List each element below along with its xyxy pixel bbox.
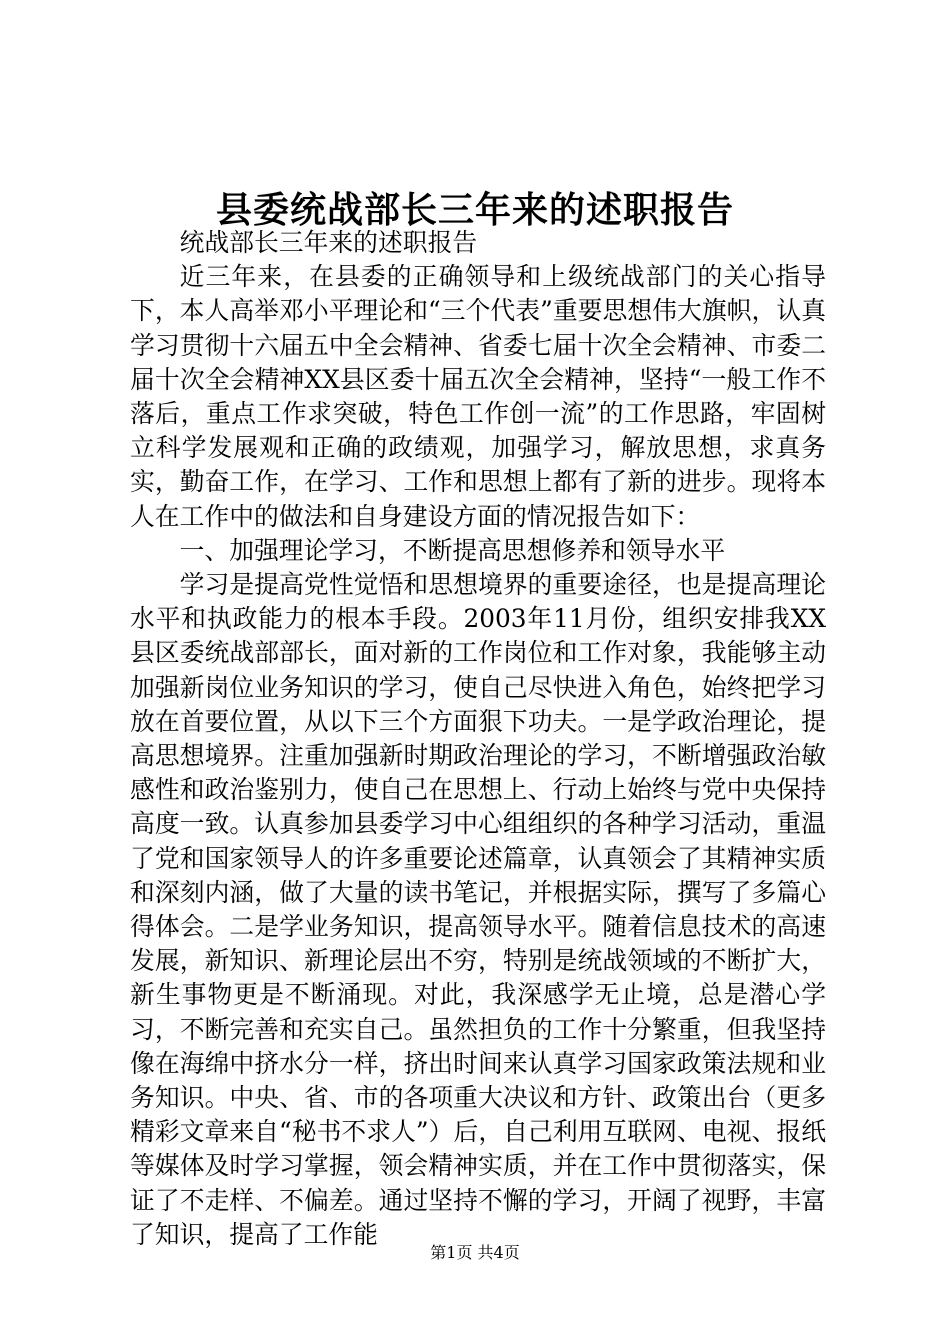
page-number-footer: 第1页 共4页 (430, 1243, 520, 1262)
paragraph-intro: 近三年来，在县委的正确领导和上级统战部门的关心指导下，本人高举邓小平理论和“三个代表”重要思想伟大旗帜，认真学习贯彻十六届五中全会精神、省委七届十次全会精神、市委二届十次全会精神XX县区委十届五次全会精神，坚持“一般工作不落后，重点工作求突破，特色工作创一流”的工作思路，牢固树立科学发展观和正确的政绩观，加强学习，解放思想，求真务实，勤奋工作，在学习、工作和思想上都有了新的进步。现将本人在工作中的做法和自身建设方面的情况报告如下： (130, 262, 826, 531)
paragraph-section-body: 学习是提高党性觉悟和思想境界的重要途径，也是提高理论水平和执政能力的根本手段。2003年11月份，组织安排我XX县区委统战部部长，面对新的工作岗位和工作对象，我能够主动加强新岗位业务知识的学习，使自己尽快进入角色，始终把学习放在首要位置，从以下三个方面狠下功夫。一是学政治理论，提高思想境界。注重加强新时期政治理论的学习，不断增强政治敏感性和政治鉴别力，使自己在思想上、行动上始终与党中央保持高度一致。认真参加县委学习中心组组织的各种学习活动，重温了党和国家领导人的许多重要论述篇章，认真领会了其精神实质和深刻内涵，做了大量的读书笔记，并根据实际，撰写了多篇心得体会。二是学业务知识，提高领导水平。随着信息技术的高速发展，新知识、新理论层出不穷，特别是统战领域的不断扩大，新生事物更是不断涌现。对此，我深感学无止境，总是潜心学习，不断完善和充实自己。虽然担负的工作十分繁重，但我坚持像在海绵中挤水分一样，挤出时间来认真学习国家政策法规和业务知识。中央、省、市的各项重大决议和方针、政策出台（更多精彩文章来自“秘书不求人”）后，自己利用互联网、电视、报纸等媒体及时学习掌握，领会精神实质，并在工作中贯彻落实，保证了不走样、不偏差。通过坚持不懈的学习，开阔了视野，丰富了知识，提高了工作能 (130, 570, 826, 1249)
paragraph-subtitle: 统战部长三年来的述职报告 (179, 228, 478, 257)
document-title: 县委统战部长三年来的述职报告 (215, 189, 734, 231)
document-body (130, 226, 826, 1252)
paragraph-section-heading: 一、加强理论学习，不断提高思想修养和领导水平 (179, 535, 726, 565)
